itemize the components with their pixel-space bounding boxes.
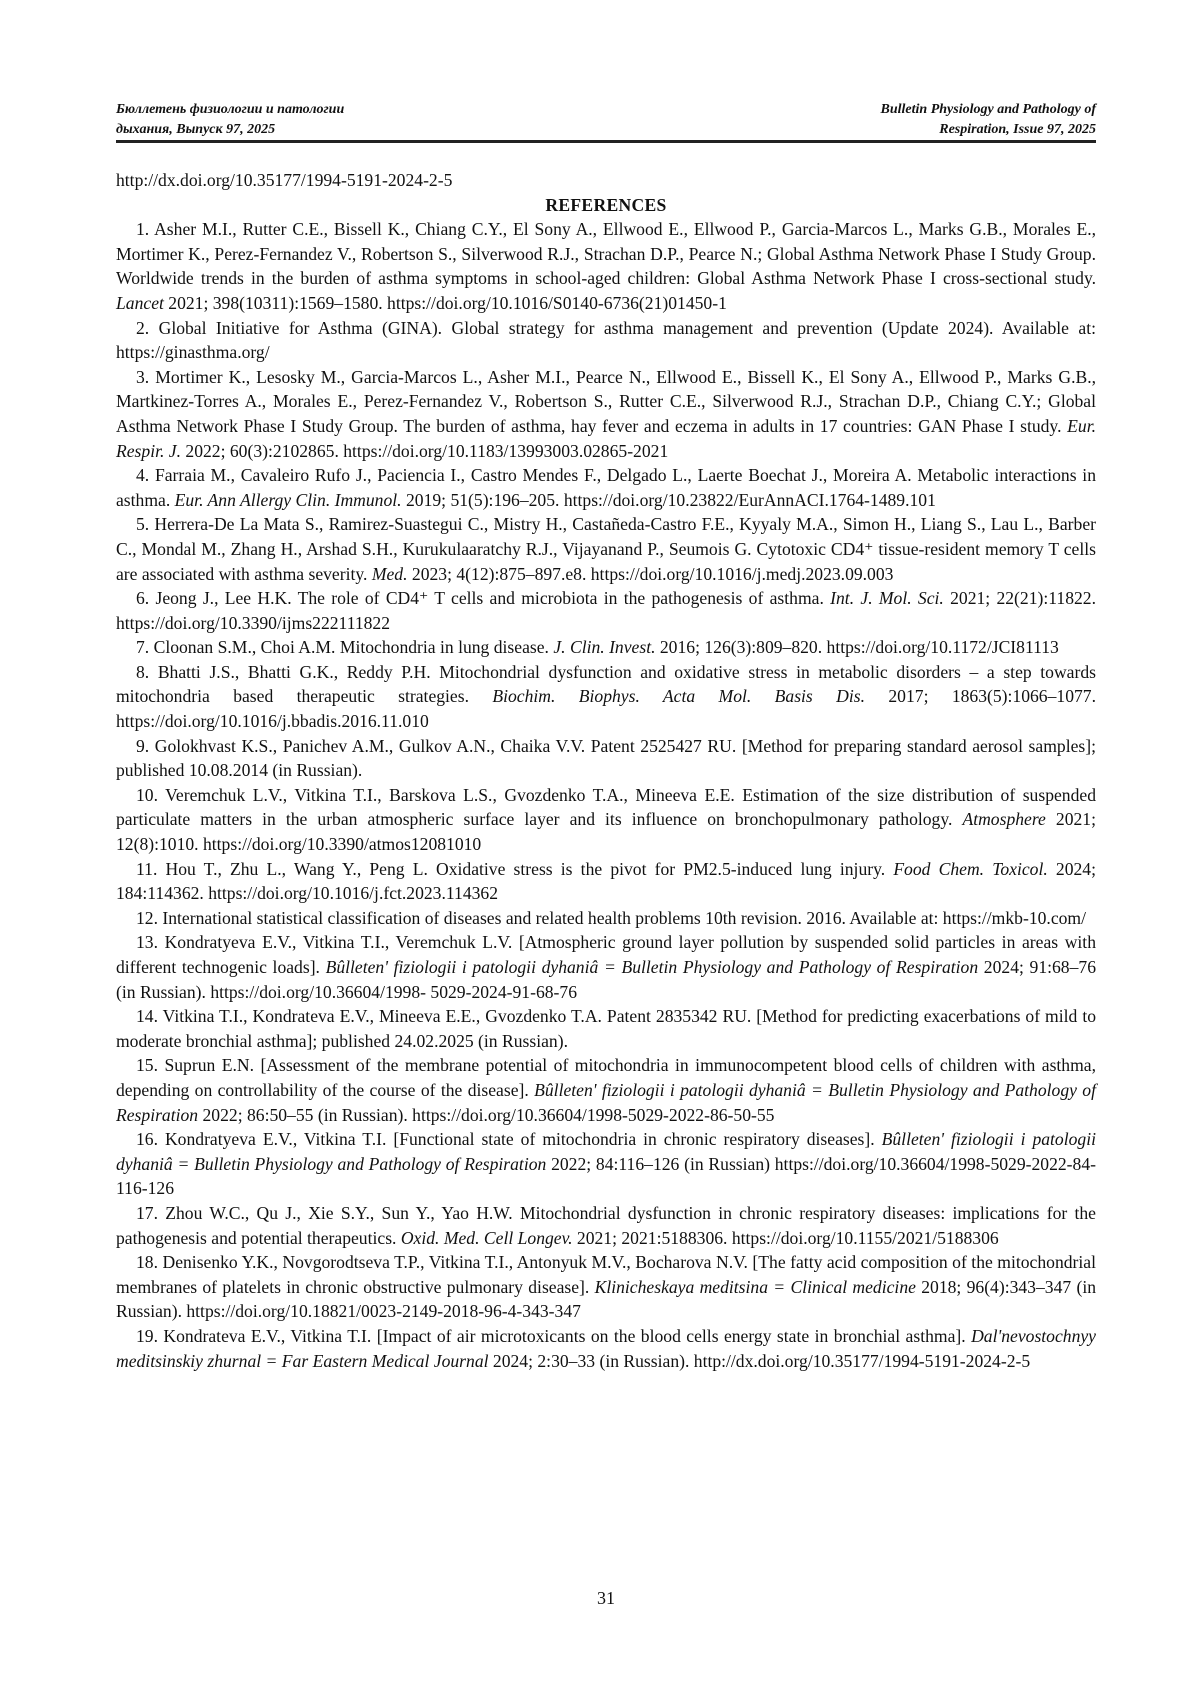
header-right-line2: Respiration, Issue 97, 2025 [881, 120, 1096, 140]
reference-citation: 2018; 96(4):343–347 (in Russian). https://doi.org/10.18821/0023-2149-2018-96-4-343-347 [116, 1277, 1096, 1322]
reference-text: 19. Kondrateva E.V., Vitkina T.I. [Impact of air microtoxicants on the blood cells energy state in bronchial asthma]. [136, 1326, 971, 1346]
reference-text: 16. Kondratyeva E.V., Vitkina T.I. [Functional state of mitochondria in chronic respiratory diseases]. [136, 1129, 882, 1149]
reference-text: 13. Kondratyeva E.V., Vitkina T.I., Veremchuk L.V. [Atmospheric ground layer pollution by suspended solid particles in areas with different technogenic loads]. [116, 932, 1096, 977]
header-left-line2: дыхания, Выпуск 97, 2025 [116, 120, 344, 140]
reference-text: 11. Hou T., Zhu L., Wang Y., Peng L. Oxidative stress is the pivot for PM2.5-induced lung injury. [136, 859, 893, 879]
reference-item [116, 857, 1096, 906]
reference-citation: 2016; 126(3):809–820. https://doi.org/10.1172/JCI81113 [655, 637, 1058, 657]
reference-journal: Bûlleten' fiziologii i patologii dyhaniâ = Bulletin Physiology and Pathology of Respiration [116, 1080, 1096, 1125]
reference-citation: 2024; 91:68–76 (in Russian). https://doi.org/10.36604/1998- 5029-2024-91-68-76 [116, 957, 1096, 1002]
reference-item [116, 783, 1096, 857]
reference-journal: Bûlleten' fiziologii i patologii dyhaniâ = Bulletin Physiology and Pathology of Respiration [326, 957, 979, 977]
reference-citation: 2024; 184:114362. https://doi.org/10.1016/j.fct.2023.114362 [116, 859, 1096, 904]
reference-citation: 2022; 60(3):2102865. https://doi.org/10.1183/13993003.02865-2021 [181, 441, 668, 461]
reference-item [116, 1250, 1096, 1324]
reference-citation: 2022; 84:116–126 (in Russian) https://doi.org/10.36604/1998-5029-2022-84-116-126 [116, 1154, 1096, 1199]
reference-citation: 2021; 2021:5188306. https://doi.org/10.1155/2021/5188306 [573, 1228, 999, 1248]
reference-journal: Eur. Ann Allergy Clin. Immunol. [175, 490, 402, 510]
reference-item [116, 217, 1096, 315]
page-number: 31 [116, 1588, 1096, 1609]
reference-item [116, 1004, 1096, 1053]
reference-item [116, 316, 1096, 365]
reference-item [116, 1053, 1096, 1127]
reference-item [116, 1127, 1096, 1201]
reference-citation: 2023; 4(12):875–897.e8. https://doi.org/10.1016/j.medj.2023.09.003 [408, 564, 894, 584]
reference-item [116, 734, 1096, 783]
reference-item [116, 930, 1096, 1004]
reference-text: 15. Suprun E.N. [Assessment of the membrane potential of mitochondria in immunocompetent blood cells of children with asthma, depending on controllability of the course of the disease]. [116, 1055, 1096, 1100]
reference-text: 6. Jeong J., Lee H.K. The role of CD4⁺ T cells and microbiota in the pathogenesis of asthma. [136, 588, 830, 608]
reference-item [116, 635, 1096, 660]
reference-text: 14. Vitkina T.I., Kondrateva E.V., Mineeva E.E., Gvozdenko T.A. Patent 2835342 RU. [Method for predicting exacerbations of mild to moderate bronchial asthma]; published 24.02.2025 (in Russian). [116, 1006, 1096, 1051]
reference-text: 10. Veremchuk L.V., Vitkina T.I., Barskova L.S., Gvozdenko T.A., Mineeva E.E. Estimation of the size distribution of suspended particulate matters in the urban atmospheric surface layer and its influence on bronchopulmonary pathology. [116, 785, 1096, 830]
reference-citation: 2021; 12(8):1010. https://doi.org/10.3390/atmos12081010 [116, 809, 1096, 854]
reference-journal: Klinicheskaya meditsina = Clinical medicine [595, 1277, 916, 1297]
reference-citation: 2017; 1863(5):1066–1077. https://doi.org/10.1016/j.bbadis.2016.11.010 [116, 686, 1096, 731]
reference-text: 18. Denisenko Y.K., Novgorodtseva T.P., Vitkina T.I., Antonyuk M.V., Bocharova N.V. [The fatty acid composition of the mitochondrial membranes of platelets in chronic obstructive pulmonary disease]. [116, 1252, 1096, 1297]
reference-item [116, 463, 1096, 512]
reference-journal: Int. J. Mol. Sci. [830, 588, 944, 608]
reference-text: 8. Bhatti J.S., Bhatti G.K., Reddy P.H. Mitochondrial dysfunction and oxidative stress in metabolic disorders – a step towards mitochondria based therapeutic strategies. [116, 662, 1096, 707]
reference-item [116, 1201, 1096, 1250]
reference-item [116, 512, 1096, 586]
reference-text: 4. Farraia M., Cavaleiro Rufo J., Paciencia I., Castro Mendes F., Delgado L., Laerte Boechat J., Moreira A. Metabolic interactions in asthma. [116, 465, 1096, 510]
reference-item [116, 586, 1096, 635]
header-right-line1: Bulletin Physiology and Pathology of [881, 100, 1096, 120]
reference-journal: Lancet [116, 293, 164, 313]
reference-text: 17. Zhou W.C., Qu J., Xie S.Y., Sun Y., Yao H.W. Mitochondrial dysfunction in chronic respiratory diseases: implications for the pathogenesis and potential therapeutics. [116, 1203, 1096, 1248]
reference-citation: 2019; 51(5):196–205. https://doi.org/10.23822/EurAnnACI.1764-1489.101 [402, 490, 936, 510]
page [116, 0, 1096, 1697]
header-left [116, 100, 344, 140]
reference-item [116, 660, 1096, 734]
reference-journal: Med. [372, 564, 408, 584]
reference-text: 12. International statistical classification of diseases and related health problems 10th revision. 2016. Available at: https://mkb-10.com/ [136, 908, 1086, 928]
reference-list [116, 217, 1096, 1373]
header-right [881, 100, 1096, 140]
reference-citation: 2021; 22(21):11822. https://doi.org/10.3390/ijms222111822 [116, 588, 1096, 633]
reference-text: 7. Cloonan S.M., Choi A.M. Mitochondria in lung disease. [136, 637, 553, 657]
reference-journal: Bûlleten' fiziologii i patologii dyhaniâ = Bulletin Physiology and Pathology of Respiration [116, 1129, 1096, 1174]
reference-text: 5. Herrera-De La Mata S., Ramirez-Suastegui C., Mistry H., Castañeda-Castro F.E., Kyyaly M.A., Simon H., Liang S., Lau L., Barber C., Mondal M., Zhang H., Arshad S.H., Kurukulaaratchy R.J., Vijayanand P., Seumois G. Cytotoxic CD4⁺ tissue-resident memory T cells are associated with asthma severity. [116, 514, 1096, 583]
reference-item [116, 365, 1096, 463]
reference-citation: 2022; 86:50–55 (in Russian). https://doi.org/10.36604/1998-5029-2022-86-50-55 [198, 1105, 774, 1125]
reference-journal: Eur. Respir. J. [116, 416, 1096, 461]
reference-item [116, 1324, 1096, 1373]
reference-journal: Atmosphere [962, 809, 1045, 829]
header-left-line1: Бюллетень физиологии и патологии [116, 100, 344, 120]
main-content [116, 168, 1096, 1373]
header-rule [116, 140, 1096, 143]
reference-journal: J. Clin. Invest. [553, 637, 655, 657]
reference-journal: Biochim. Biophys. Acta Mol. Basis Dis. [492, 686, 865, 706]
reference-text: 2. Global Initiative for Asthma (GINA). Global strategy for asthma management and prevention (Update 2024). Available at: https://ginasthma.org/ [116, 318, 1096, 363]
reference-journal: Dal'nevostochnyy meditsinskiy zhurnal = Far Eastern Medical Journal [116, 1326, 1096, 1371]
reference-text: 1. Asher M.I., Rutter C.E., Bissell K., Chiang C.Y., El Sony A., Ellwood E., Ellwood P., Garcia-Marcos L., Marks G.B., Morales E., Mortimer K., Perez-Fernandez V., Robertson S., Silverwood R.J., Strachan D.P., Pearce N.; Global Asthma Network Phase I Study Group. Worldwide trends in the burden of asthma symptoms in school-aged children: Global Asthma Network Phase I cross-sectional study. [116, 219, 1096, 288]
reference-citation: 2024; 2:30–33 (in Russian). http://dx.doi.org/10.35177/1994-5191-2024-2-5 [489, 1351, 1031, 1371]
reference-text: 3. Mortimer K., Lesosky M., Garcia-Marcos L., Asher M.I., Pearce N., Ellwood E., Bissell K., El Sony A., Ellwood P., Marks G.B., Martkinez-Torres A., Morales E., Perez-Fernandez V., Robertson S., Rutter C.E., Silverwood R.J., Strachan D.P., Chiang C.Y.; Global Asthma Network Phase I Study Group. The burden of asthma, hay fever and eczema in adults in 17 countries: GAN Phase I study. [116, 367, 1096, 436]
reference-journal: Food Chem. Toxicol. [893, 859, 1047, 879]
reference-text: 9. Golokhvast K.S., Panichev A.M., Gulkov A.N., Chaika V.V. Patent 2525427 RU. [Method for preparing standard aerosol samples]; published 10.08.2014 (in Russian). [116, 736, 1096, 781]
references-title: REFERENCES [116, 193, 1096, 218]
preceding-doi: http://dx.doi.org/10.35177/1994-5191-2024-2-5 [116, 168, 1096, 193]
reference-journal: Oxid. Med. Cell Longev. [401, 1228, 573, 1248]
reference-citation: 2021; 398(10311):1569–1580. https://doi.org/10.1016/S0140-6736(21)01450-1 [164, 293, 727, 313]
reference-item [116, 906, 1096, 931]
